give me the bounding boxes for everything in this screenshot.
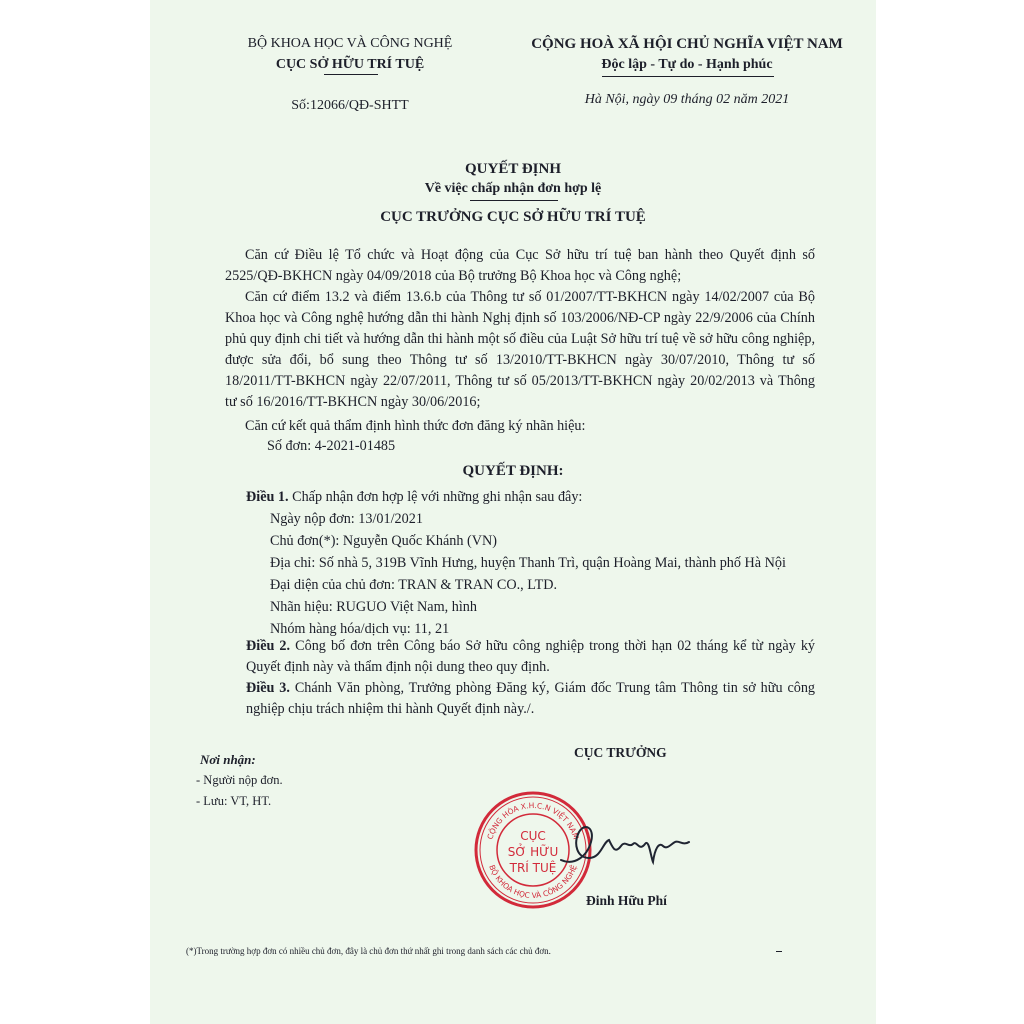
article-1-text: Chấp nhận đơn hợp lệ với những ghi nhận sau đây: [292, 489, 583, 505]
article-2-label: Điều 2. [246, 638, 291, 654]
article-3-text: Chánh Văn phòng, Trưởng phòng Đăng ký, Giám đốc Trung tâm Thông tin sở hữu công nghiệp chịu trách nhiệm thi hành Quyết định này./. [246, 680, 816, 717]
address-label: Địa chỉ: [270, 555, 316, 571]
svg-text:SỞ HỮU: SỞ HỮU [507, 845, 559, 859]
place-date: Hà Nội, ngày 09 tháng 02 năm 2021 [584, 92, 790, 107]
motto-underline [602, 76, 774, 77]
document-number: Số:12066/QĐ-SHTT [291, 98, 409, 113]
document-title: QUYẾT ĐỊNH [465, 161, 561, 177]
representative-label: Đại diện của chủ đơn: [270, 577, 395, 593]
preamble-paragraph-2: Căn cứ điểm 13.2 và điểm 13.6.b của Thông tư số 01/2007/TT-BKHCN ngày 14/02/2007 của Bộ Khoa học và Công nghệ hướng dẫn thi hành Nghị định số 103/2006/NĐ-CP ngày 22/9/2006 của Chính phủ quy định chi tiết và hướng dẫn thi hành một số điều của Luật Sở hữu trí tuệ về sở hữu công nghiệp, được sửa đổi, bổ sung theo Thông tư số 13/2010/TT-BKHCN ngày 30/07/2010, Thông tư số 18/2011/TT-BKHCN ngày 22/07/2011, Thông tư số 05/2013/TT-BKHCN ngày 20/02/2013 và Thông tư số 16/2016/TT-BKHCN ngày 30/06/2016; [225, 289, 815, 410]
recipient-item: - Người nộp đơn. [196, 773, 283, 787]
article-2-text: Công bố đơn trên Công báo Sở hữu công nghiệp trong thời hạn 02 tháng kể từ ngày ký Quyết định này và thẩm định nội dung theo quy định. [246, 638, 816, 675]
applicant-row [270, 533, 497, 550]
agency-underline [324, 74, 378, 75]
handwritten-signature [555, 818, 695, 873]
representative-row [270, 577, 557, 594]
article-3-label: Điều 3. [246, 680, 290, 696]
country-name: CỘNG HOÀ XÃ HỘI CHỦ NGHĨA VIỆT NAM [531, 36, 843, 52]
goods-services-label: Nhóm hàng hóa/dịch vụ: [270, 621, 411, 637]
preamble-paragraph-3: Căn cứ kết quả thẩm định hình thức đơn đăng ký nhãn hiệu: [245, 418, 586, 434]
preamble-paragraph-1: Căn cứ Điều lệ Tổ chức và Hoạt động của Cục Sở hữu trí tuệ ban hành theo Quyết định số 2525/QĐ-BKHCN ngày 04/09/2018 của Bộ trưởng Bộ Khoa học và Công nghệ; [225, 247, 815, 284]
footnote: (*)Trong trường hợp đơn có nhiều chủ đơn, đây là chủ đơn thứ nhất ghi trong danh sách các chủ đơn. [186, 946, 551, 956]
applicant-value: Nguyễn Quốc Khánh (VN) [342, 533, 497, 549]
decision-heading: QUYẾT ĐỊNH: [462, 463, 564, 479]
article-3 [246, 678, 815, 720]
national-motto: Độc lập - Tự do - Hạnh phúc [601, 57, 773, 72]
ministry-name: BỘ KHOA HỌC VÀ CÔNG NGHỆ [247, 36, 453, 51]
address-value: Số nhà 5, 319B Vĩnh Hưng, huyện Thanh Trì, quận Hoàng Mai, thành phố Hà Nội [318, 555, 786, 571]
agency-name: CỤC SỞ HỮU TRÍ TUỆ [275, 57, 425, 72]
address-row [270, 555, 786, 572]
trademark-row [270, 599, 477, 616]
svg-text:BỘ KHOA HỌC VÀ CÔNG NGHỆ: BỘ KHOA HỌC VÀ CÔNG NGHỆ [487, 863, 579, 901]
document-page [150, 0, 876, 1024]
signer-title: CỤC TRƯỞNG [574, 745, 667, 760]
trademark-label: Nhãn hiệu: [270, 599, 333, 615]
svg-text:TRÍ TUỆ: TRÍ TUỆ [509, 861, 557, 875]
applicant-label: Chủ đơn(*): [270, 533, 340, 549]
article-1 [246, 489, 582, 506]
svg-text:CỘNG HÒA X.H.C.N VIỆT NAM: CỘNG HÒA X.H.C.N VIỆT NAM [485, 800, 581, 841]
footnote-dash [776, 951, 782, 952]
application-number: Số đơn: 4-2021-01485 [267, 438, 396, 454]
filing-date-label: Ngày nộp đơn: [270, 511, 355, 527]
recipient-item: - Lưu: VT, HT. [196, 794, 272, 808]
signer-name: Đinh Hữu Phí [586, 893, 667, 908]
issuing-authority: CỤC TRƯỞNG CỤC SỞ HỮU TRÍ TUỆ [380, 209, 646, 225]
filing-date-row [270, 511, 423, 528]
subject-underline [470, 200, 558, 201]
article-2 [246, 636, 815, 678]
document-subject: Về việc chấp nhận đơn hợp lệ [424, 181, 602, 196]
recipients-heading: Nơi nhận: [200, 752, 256, 767]
representative-value: TRAN & TRAN CO., LTD. [398, 577, 558, 593]
trademark-value: RUGUO Việt Nam, hình [336, 599, 477, 615]
goods-services-value: 11, 21 [414, 621, 450, 637]
filing-date-value: 13/01/2021 [358, 511, 423, 527]
svg-text:CỤC: CỤC [520, 829, 546, 843]
article-1-label: Điều 1. [246, 489, 289, 505]
